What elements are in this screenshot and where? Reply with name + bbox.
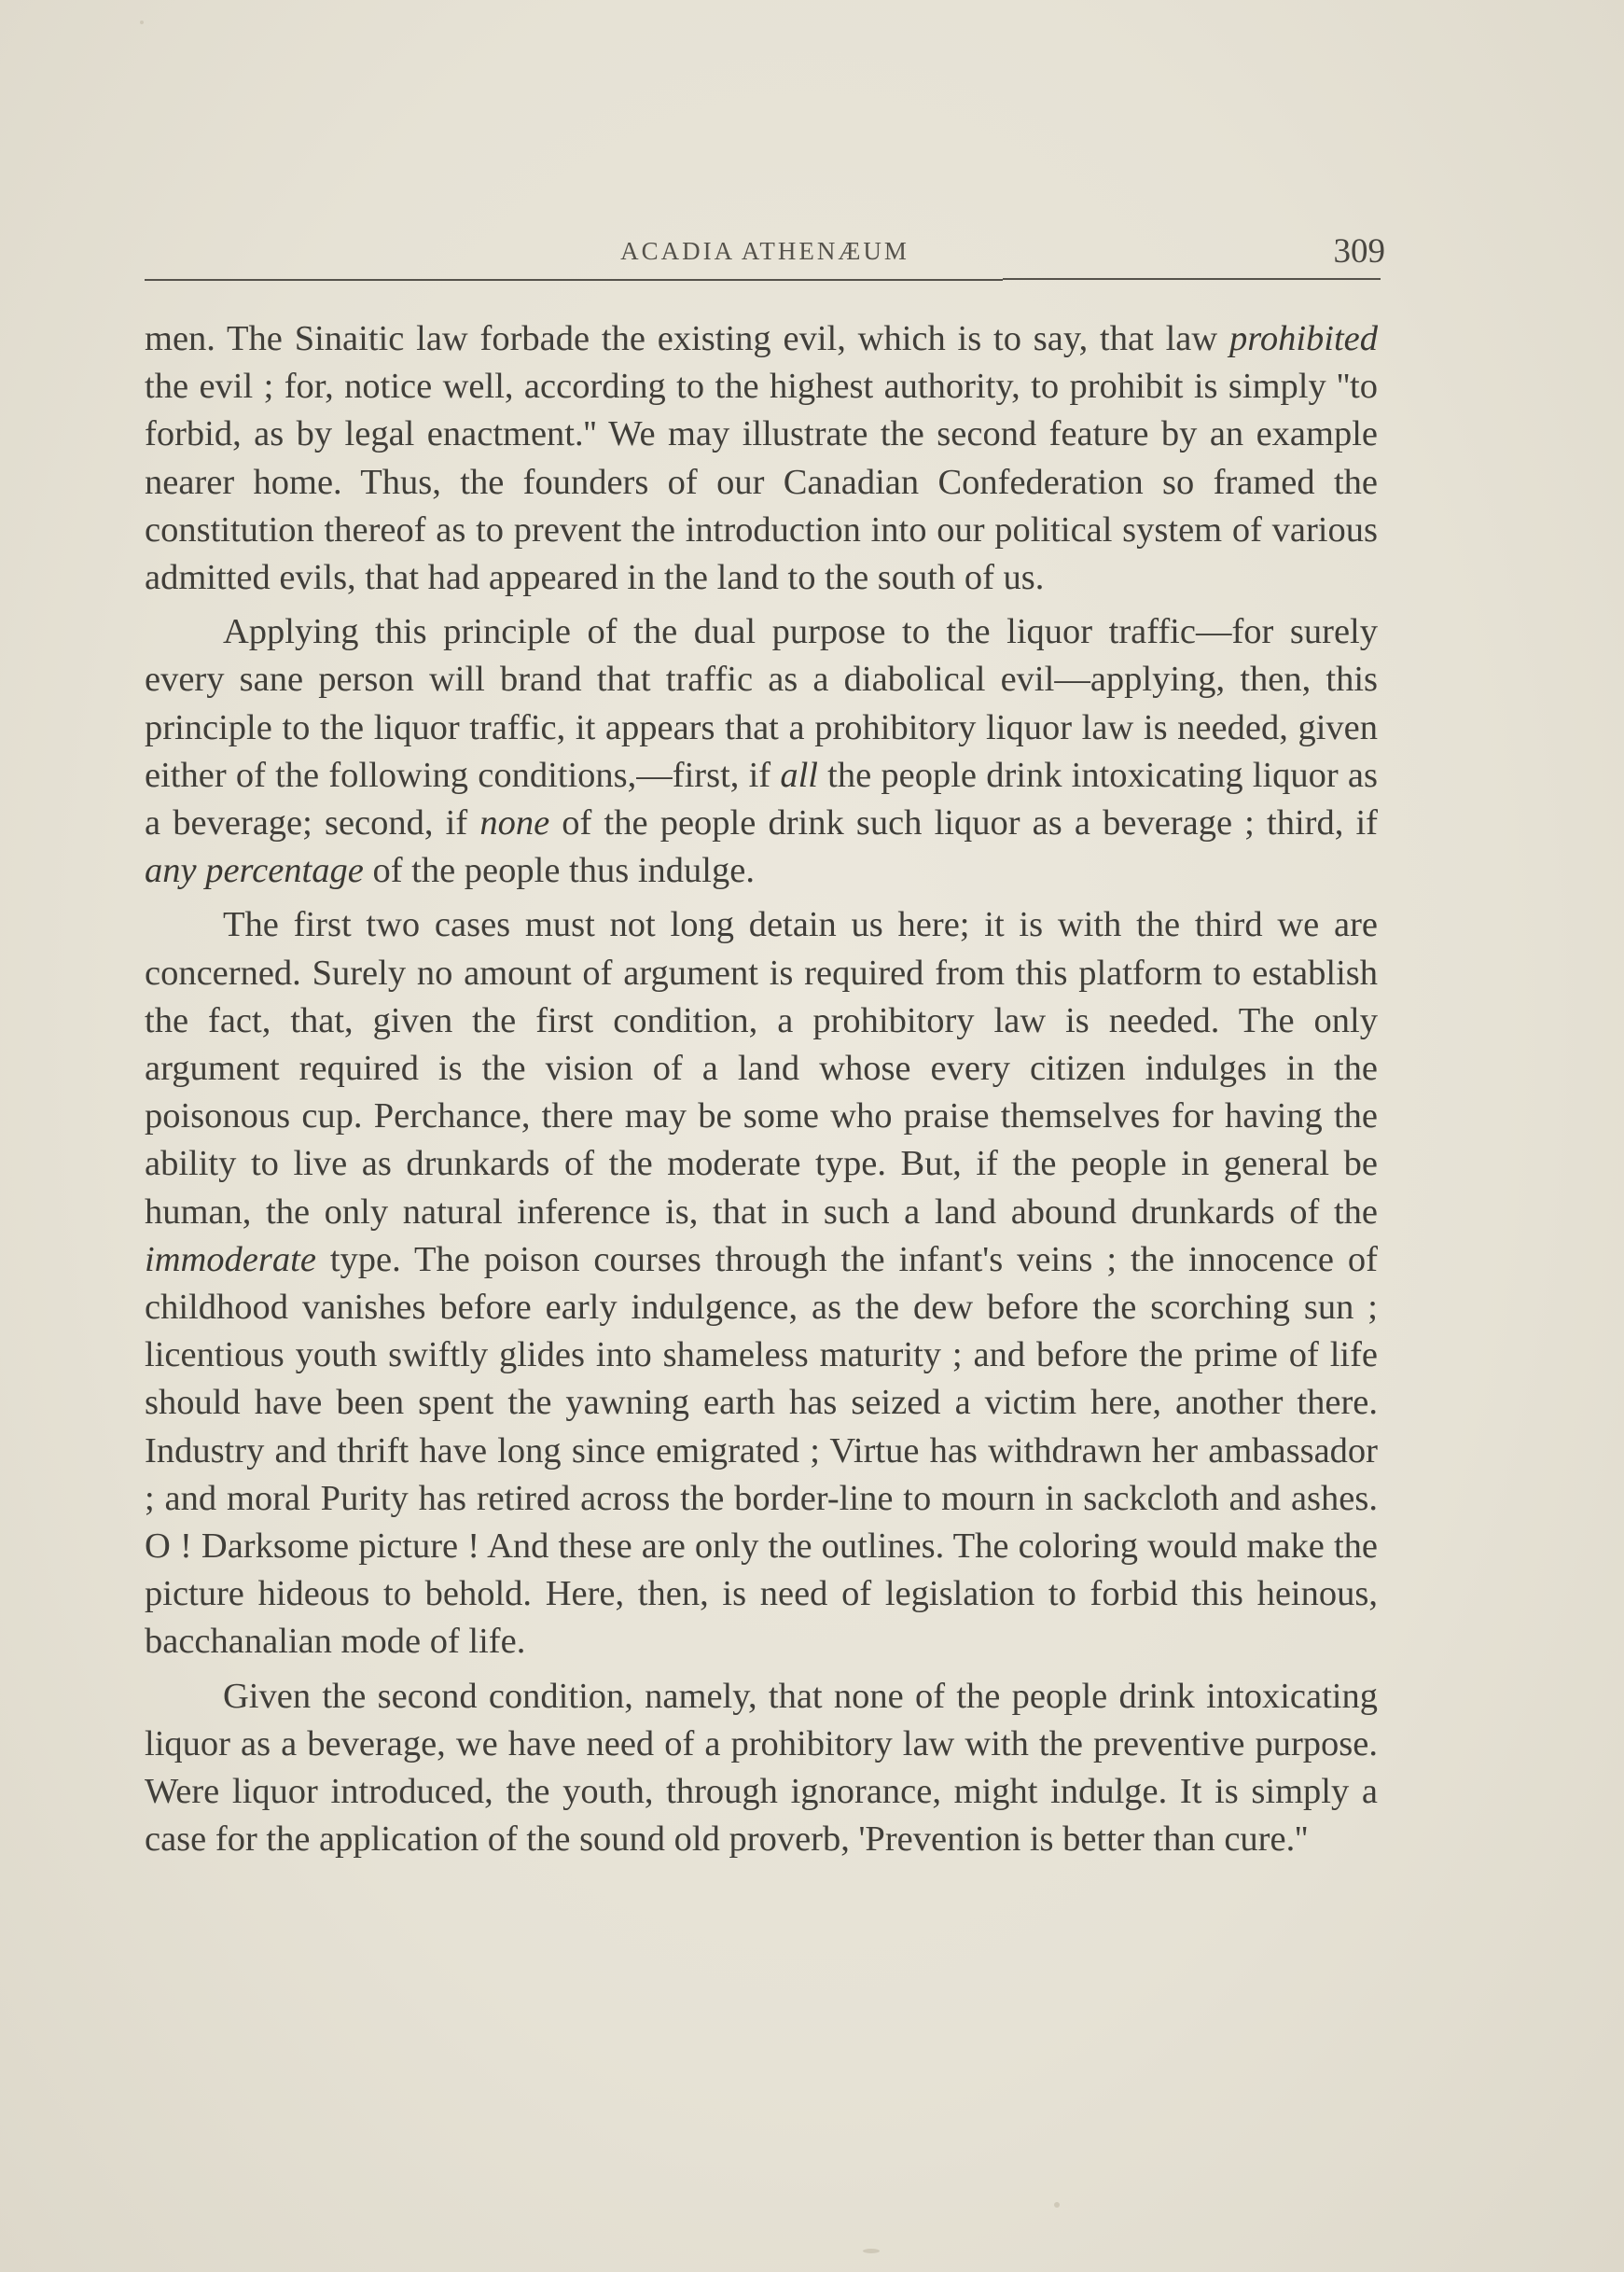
paragraph-1: men. The Sinaitic law forbade the existing evil, which is to say, that law prohibited the evil ; for, notice well, according to the highest authority, to prohibit is simply ''to forbid, as by legal enactment.'' We may illustrate the second feature by an example nearer home. Thus, the founders of our Canadian Confederation so framed the constitution thereof as to prevent the introduction into our political system of various admitted evils, that had appeared in the land to the south of us. bbox=[145, 319, 1378, 598]
italic-any-percentage: any percentage bbox=[145, 851, 364, 891]
paragraph-4: Given the second condition, namely, that none of the people drink intoxicating liquor as a beverage, we have need of a prohibitory law with the preventive purpose. Were liquor introduced, the youth, through ignorance, might indulge. It is simply a case for the application of the sound old proverb, 'Prevention is better than cure.'' bbox=[145, 1676, 1378, 1860]
paragraph-2: Applying this principle of the dual purpose to the liquor traffic—for surely every sane person will brand that traffic as a diabolical evil—applying, then, this principle to the liquor traffic, it appears that a prohibitory liquor law is needed, given either of the following conditions,—first, if all the people drink intoxicating liquor as a beverage; second, if none of the people drink such liquor as a beverage ; third, if any percentage of the people thus indulge. bbox=[145, 612, 1379, 891]
italic-none: none bbox=[479, 803, 550, 843]
italic-prohibited: prohibited bbox=[1229, 319, 1378, 358]
body-text bbox=[145, 315, 1378, 1871]
paper-fleck bbox=[1054, 2202, 1060, 2208]
running-head bbox=[145, 231, 1385, 280]
journal-title: ACADIA ATHENÆUM bbox=[620, 237, 909, 265]
paper-fleck bbox=[863, 2249, 880, 2253]
paragraph-3: The first two cases must not long detain us here; it is with the third we are concerned. Surely no amount of argument is required from this platform to establish the fact, that, given the first condition, a prohibitory law is needed. The only argument required is the vision of a land whose every citizen indulges in the poisonous cup. Perchance, there may be some who praise themselves for having the ability to live as drunkards of the moderate type. But, if the people in general be human, the only natural inference is, that in such a land abound drunkards of the immoderate type. The poison courses through the infant's veins ; the innocence of childhood vanishes before early indulgence, as the dew before the scorching sun ; licentious youth swiftly glides into shameless maturity ; and before the prime of life should have been spent the yawning earth has seized a victim here, another there. Industry and thrift have long since emigrated ; Virtue has withdrawn her ambassador ; and moral Purity has retired across the border-line to mourn in sackcloth and ashes. O ! Darksome picture ! And these are only the outlines. The coloring would make the picture hideous to behold. Here, then, is need of legislation to forbid this heinous, bacchanalian mode of life. bbox=[145, 905, 1378, 1662]
page-number: 309 bbox=[1333, 232, 1385, 271]
italic-immoderate: immoderate bbox=[145, 1239, 316, 1279]
header-rule-right bbox=[1003, 278, 1381, 280]
paper-fleck bbox=[140, 21, 144, 24]
header-rule-left bbox=[145, 279, 1003, 281]
italic-all: all bbox=[780, 755, 818, 795]
